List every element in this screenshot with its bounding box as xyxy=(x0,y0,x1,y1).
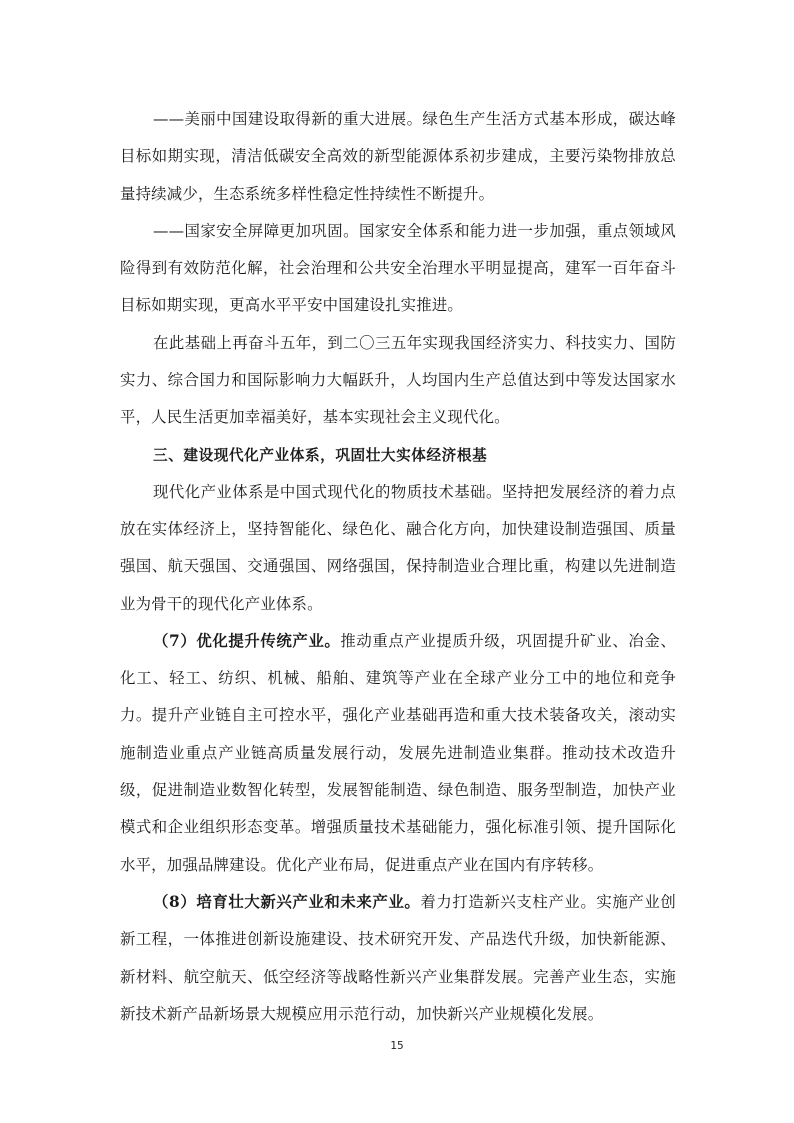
paragraph-beautiful-china: ——美丽中国建设取得新的重大进展。绿色生产生活方式基本形成，碳达峰目标如期实现，清洁低碳安全高效的新型能源体系初步建成，主要污染物排放总量持续减少，生态系统多样性稳定性持续性不断提升。 xyxy=(120,110,676,203)
paragraph-2035-goals: 在此基础上再奋斗五年，到二〇三五年实现我国经济实力、科技实力、国防实力、综合国力和国际影响力大幅跃升，人均国内生产总值达到中等发达国家水平，人民生活更加幸福美好，基本实现社会主义现代化。 xyxy=(120,333,676,427)
paragraph-national-security: ——国家安全屏障更加巩固。国家安全体系和能力进一步加强，重点领域风险得到有效防范化解，社会治理和公共安全治理水平明显提高，建军一百年奋斗目标如期实现，更高水平平安中国建设扎实推进。 xyxy=(120,221,676,315)
item-7-lead: （7）优化提升传统产业。 xyxy=(153,631,341,650)
section-heading: 三、建设现代化产业体系，巩固壮大实体经济根基 xyxy=(153,446,488,464)
document-body xyxy=(120,101,676,1033)
paragraph-section-intro: 现代化产业体系是中国式现代化的物质技术基础。坚持把发展经济的着力点放在实体经济上，坚持智能化、绿色化、融合化方向，加快建设制造强国、质量强国、航天强国、交通强国、网络强国，保持制造业合理比重，构建以先进制造业为骨干的现代化产业体系。 xyxy=(120,482,676,613)
paragraph-item-7 xyxy=(120,623,676,884)
paragraph-item-8 xyxy=(120,884,676,1033)
item-8-body: 着力打造新兴支柱产业。实施产业创新工程，一体推进创新设施建设、技术研究开发、产品迭代升级，加快新能源、新材料、航空航天、低空经济等战略性新兴产业集群发展。完善产业生态，实施新技术新产品新场景大规模应用示范行动，加快新兴产业规模化发展。 xyxy=(120,892,677,1023)
page-number: 15 xyxy=(390,1040,404,1052)
item-7-body: 推动重点产业提质升级，巩固提升矿业、冶金、化工、轻工、纺织、机械、船舶、建筑等产业在全球产业分工中的地位和竞争力。提升产业链自主可控水平，强化产业基础再造和重大技术装备攻关，滚动实施制造业重点产业链高质量发展行动，发展先进制造业集群。推动技术改造升级，促进制造业数智化转型，发展智能制造、绿色制造、服务型制造，加快产业模式和企业组织形态变革。增强质量技术基础能力，强化标准引领、提升国际化水平，加强品牌建设。优化产业布局，促进重点产业在国内有序转移。 xyxy=(120,631,677,874)
item-8-lead: （8）培育壮大新兴产业和未来产业。 xyxy=(153,892,421,911)
